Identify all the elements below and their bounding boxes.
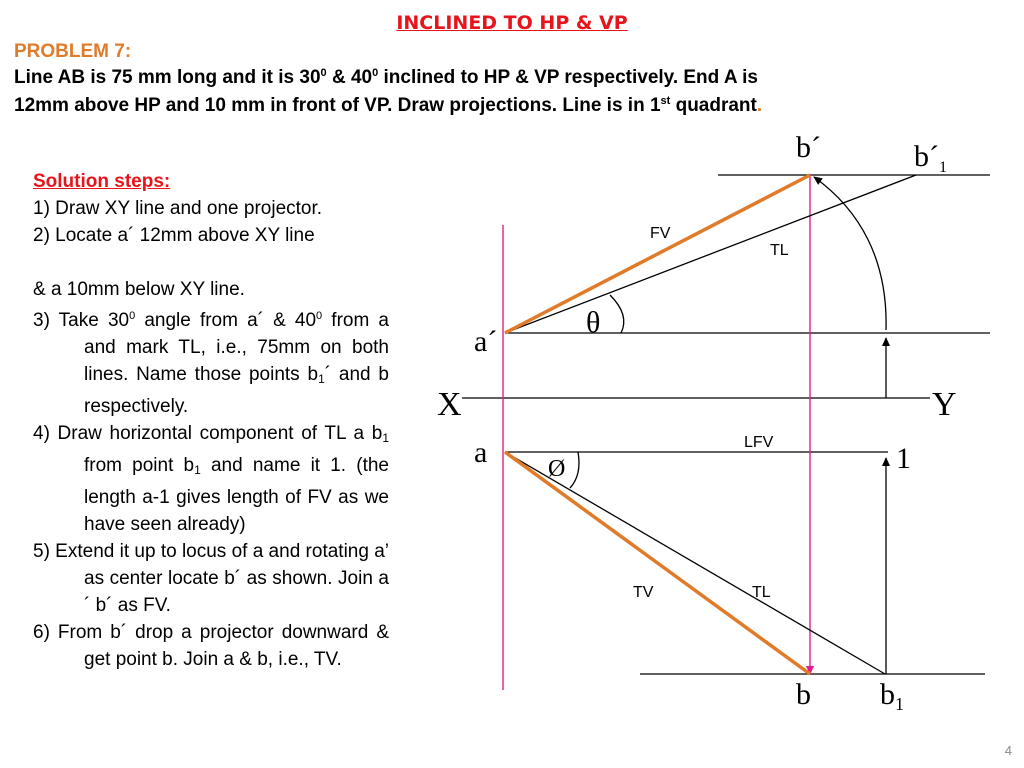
label-fv: FV [650, 225, 671, 242]
label-tl-top: TL [770, 242, 789, 259]
label-theta: θ [586, 306, 601, 339]
step-2-continued: & a 10mm below XY line. [33, 279, 245, 300]
step-5: 5) Extend it up to locus of a and rotating a’ as center locate b´ as shown. Join a´ b´ as FV. [33, 541, 389, 616]
label-one: 1 [896, 442, 911, 475]
front-view-line [505, 175, 810, 333]
problem-label: PROBLEM 7: [14, 41, 132, 62]
label-a-dash: a´ [474, 325, 498, 358]
label-y: Y [932, 386, 957, 423]
step-2: 2) Locate a´ 12mm above XY line [33, 225, 315, 246]
phi-angle-arc [570, 452, 579, 488]
label-a: a [474, 436, 488, 469]
label-lfv: LFV [744, 434, 774, 451]
step-4: 4) Draw horizontal component of TL a b1 from point b1 and name it 1. (the length a-1 gives length of FV as we have seen already) [33, 423, 389, 535]
label-tv: TV [633, 584, 654, 601]
slide-number: 4 [1004, 743, 1012, 758]
problem-statement-line-1: Line AB is 75 mm long and it is $30^0$ & $40^0$ inclined to HP & VP respectively. End A is [14, 67, 758, 88]
slide-title: INCLINED TO HP & VP [396, 12, 628, 34]
label-b1: $b_1$ [880, 678, 904, 714]
step-3: 3) Take $30^0$ angle from a´ & $40^0$ from a and mark TL, i.e., 75mm on both lines. Name those points b1´ and b respectively. [33, 310, 390, 417]
label-b1-dash: $b´_1$ [914, 140, 947, 176]
label-tl-bottom: TL [752, 584, 771, 601]
step-6: 6) From b´ drop a projector downward & get point b. Join a & b, i.e., TV. [33, 622, 389, 670]
label-b: b [796, 678, 811, 711]
label-phi: Ø [548, 456, 566, 482]
true-length-line-bottom [505, 452, 885, 674]
true-length-line-top [505, 175, 916, 333]
label-x: X [437, 386, 462, 423]
steps-heading: Solution steps: [33, 171, 171, 192]
top-view-line [505, 452, 810, 674]
step-1: 1) Draw XY line and one projector. [33, 198, 323, 219]
problem-statement-line-2: 12mm above HP and 10 mm in front of VP. Draw projections. Line is in 1st quadrant. [14, 95, 763, 116]
theta-angle-arc [610, 295, 624, 333]
label-b-dash: b´ [796, 131, 821, 164]
